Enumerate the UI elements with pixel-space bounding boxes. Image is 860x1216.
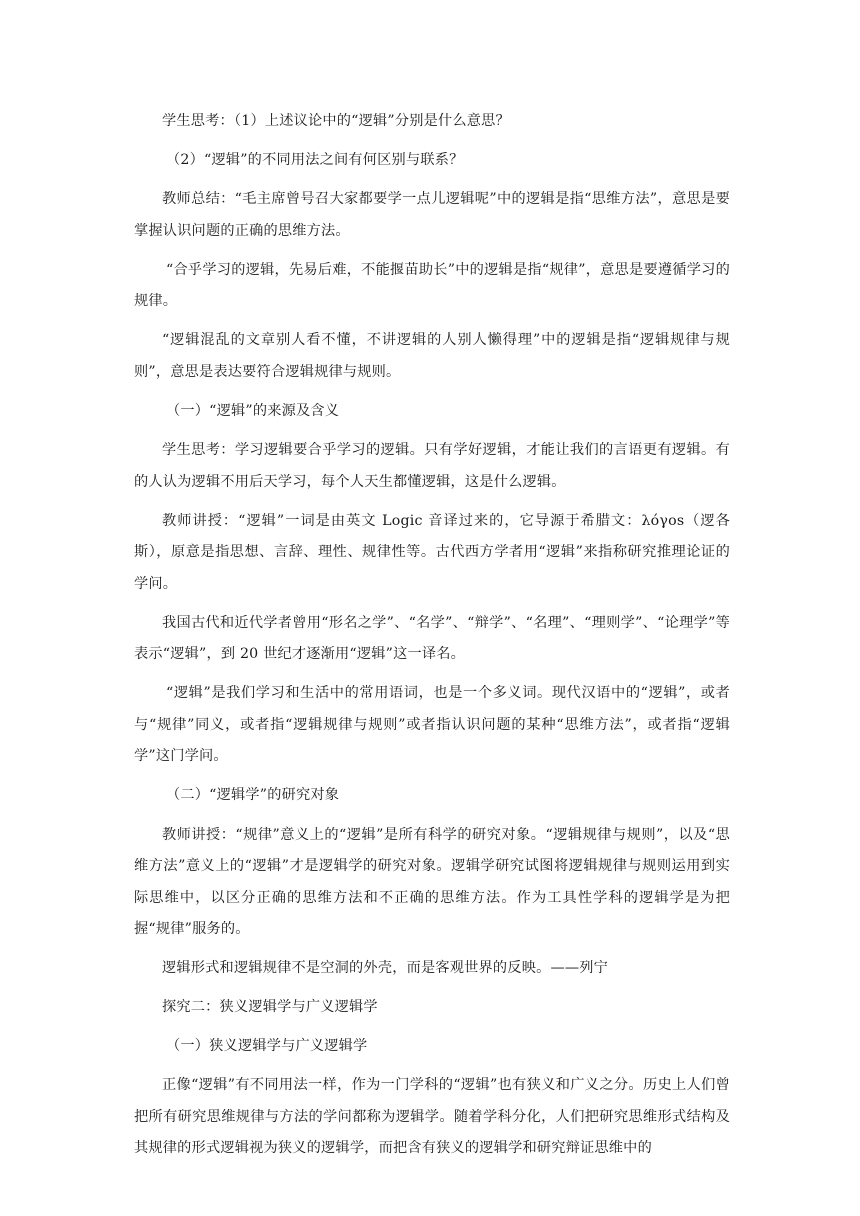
section-heading-object: （二）“逻辑学”的研究对象 (166, 787, 340, 804)
paragraph-12: 教师讲授：“规律”意义上的“逻辑”是所有科学的研究对象。“逻辑规律与规则”，以及“思维方法”意义上的“逻辑”才是逻辑学的研究对象。逻辑学研究试图将逻辑规律与规则运用到实际思维中，以区分正确的思维方法和不正确的思维方法。作为工具性学科的逻辑学是为把握“规律”服务的。 (134, 826, 730, 938)
paragraph-2: （2）“逻辑”的不同用法之间有何区别与联系？ (166, 152, 464, 169)
subsection-heading-narrow-broad: （一）狭义逻辑学与广义逻辑学 (166, 1038, 368, 1055)
paragraph-3: 教师总结：“毛主席曾号召大家都要学一点儿逻辑呢”中的逻辑是指“思维方法”，意思是要掌握认识问题的正确的思维方法。 (134, 191, 730, 239)
paragraph-16: 正像“逻辑”有不同用法一样，作为一门学科的“逻辑”也有狭义和广义之分。历史上人们曾把所有研究思维规律与方法的学问都称为逻辑学。随着学科分化，人们把研究思维形式结构及其规律的形式逻辑视为狭义的逻辑学，而把含有狭义的逻辑学和研究辩证思维中的 (134, 1077, 730, 1157)
quote-lenin: 逻辑形式和逻辑规律不是空洞的外壳，而是客观世界的反映。——列宁 (162, 960, 609, 977)
paragraph-4: “合乎学习的逻辑，先易后难，不能揠苗助长”中的逻辑是指“规律”，意思是要遵循学习的规律。 (134, 261, 730, 310)
paragraph-8: 教师讲授：“逻辑”一词是由英文 Logic 音译过来的，它导源于希腊文：λόγοs（逻各斯），原意是指思想、言辞、理性、规律性等。古代西方学者用“逻辑”来指称研究推理论证的学问。 (134, 512, 730, 592)
paragraph-10: “逻辑”是我们学习和生活中的常用语词，也是一个多义词。现代汉语中的“逻辑”，或者与“规律”同义，或者指“逻辑规律与规则”或者指认识问题的某种“思维方法”，或者指“逻辑学”这门学问。 (134, 685, 730, 765)
document-body (134, 106, 730, 1165)
paragraph-7: 学生思考：学习逻辑要合乎学习的逻辑。只有学好逻辑，才能让我们的言语更有逻辑。有的人认为逻辑不用后天学习，每个人天生都懂逻辑，这是什么逻辑。 (134, 442, 730, 490)
paragraph-9: 我国古代和近代学者曾用“形名之学”、“名学”、“辩学”、“名理”、“理则学”、“论理学”等表示“逻辑”，到 20 世纪才逐渐用“逻辑”这一译名。 (134, 614, 730, 663)
paragraph-5: “逻辑混乱的文章别人看不懂，不讲逻辑的人别人懒得理”中的逻辑是指“逻辑规律与规则”，意思是表达要符合逻辑规律与规则。 (134, 332, 730, 380)
section-heading-explore-2: 探究二：狭义逻辑学与广义逻辑学 (162, 999, 378, 1016)
section-heading-origin: （一）“逻辑”的来源及含义 (166, 402, 340, 419)
paragraph-1: 学生思考：（1）上述议论中的“逻辑”分别是什么意思？ (162, 113, 510, 129)
